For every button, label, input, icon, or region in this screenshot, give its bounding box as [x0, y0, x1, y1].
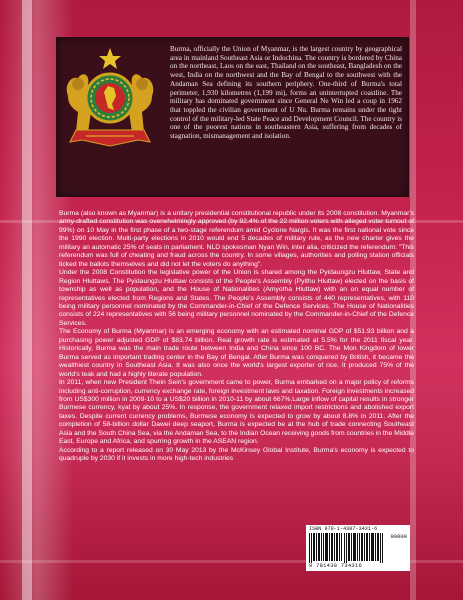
intro-panel [56, 37, 409, 197]
paragraph: According to a report released on 30 May 2013 by the McKinsey Global Institute, Burma's economy is expected to quadruple by 2030 if it invests in more high-tech industries [59, 446, 414, 463]
paragraph: The Economy of Burma (Myanmar) is an emerging economy with an estimated nominal GDP of $51.93 billion and a purchasing power adjusted GDP of $83.74 billion. Real growth rate is estimated at 5.5% for the 2011 fiscal year. Historically, Burma was the main trade route between India and China since 100 BC. The Mon Kingdom of lower Burma served as important trading center in the Bay of Bengal. After Burma was conquered by British, it became the wealthiest country in Southeast Asia. It was also once the world's largest exporter of rice. It produced 75% of the world's teak and had a highly literate population. [59, 328, 414, 378]
isbn-text: ISBN 978-1-4387-3431-6 [309, 526, 378, 532]
barcode-digits: 9 781438 734316 [309, 563, 363, 569]
paragraph: Under the 2008 Constitution the legislative power of the Union is shared among the Pyidaungzu Hluttaw, State and Region Hluttaws. The Pyidaungzu Hluttaw consists of the People's Assembly (Pyithu Hluttaw) elected on the basis of township as well as population, and the House of Nationalities (Amyotha Hluttaw) with an on equal number of representatives elected from Regions and States. The People's Assembly consists of 440 representatives, with 110 being military personnel nominated by the Commander-in-Chief of the Defence Services. The House of Nationalities consists of 224 representatives with 56 being military personnel nominated by the Commander-in-Chief of the Defence Services. [59, 269, 414, 327]
barcode-box [306, 525, 410, 571]
decorative-stripe [22, 0, 32, 600]
intro-text: Burma, officially the Union of Myanmar, is the largest country by geographical area in mainland Southeast Asia or Indochina. The country is bordered by China on the northeast, Laos on the east, Thailand on the southeast, Bangladesh on the west, India on the northwest and the Bay of Bengal to the southwest with the Andaman Sea defining its southern periphery. One-third of Burma's total perimeter, 1,930 kilometres (1,199 mi), forms an uninterrupted coastline. The military has dominated government since General Ne Win led a coup in 1962 that toppled the civilian government of U Nu. Burma remains under the tight control of the military-led State Peace and Development Council. The country is one of the poorest nations in southeastern Asia, suffering from decades of stagnation, mismanagement and isolation. [170, 45, 402, 141]
description-body [59, 210, 414, 464]
price-code: 90000 [390, 533, 407, 540]
paragraph: Burma (also known as Myanmar) is a unitary presidential constitutional republic under its 2008 constitution. Myanmar's army-drafted constitution was overwhelmingly approved (by 92.4% of the 22 million voters with alleged voter turnout of 99%) on 10 May in the first phase of a two-stage referendum amid Cyclone Nargis. It was the first national vote since the 1990 election. Multi-party elections in 2010 would end 5 decades of military rule, as the new charter gives the military an automatic 25% of seats in parliament. NLD spokesman Nyan Win, inter alia, criticized the referendum: "This referendum was full of cheating and fraud across the country. In some villages, authorities and polling station officials ticked the ballots themselves and did not let the voters do anything". [59, 210, 414, 268]
barcode-icon [309, 533, 383, 563]
myanmar-state-emblem-icon [62, 46, 158, 156]
paragraph: In 2011, when new President Thein Sein's government came to power, Burma embarked on a major policy of reforms including anti-corruption, currency exchange rate, foreign investment laws and taxation. Foreign investments increased from US$300 million in 2009-10 to a US$20 billion in 2010-11 by about 667%.Large inflow of capital results in stronger Burmese currency, kyat by about 25%. In response, the government relaxed import restrictions and abolished export taxes. Despite current currency problems, Burmese economy is expected to grow by about 8.8% in 2011. After the completion of 58-billion dollar Dawei deep seaport, Burma is expected be at the hub of trade connecting Southeast Asia and the South China Sea, via the Andaman Sea, to the Indian Ocean receiving goods from countries in the Middle East, Europe and Africa, and spurring growth in the ASEAN region. [59, 379, 414, 446]
